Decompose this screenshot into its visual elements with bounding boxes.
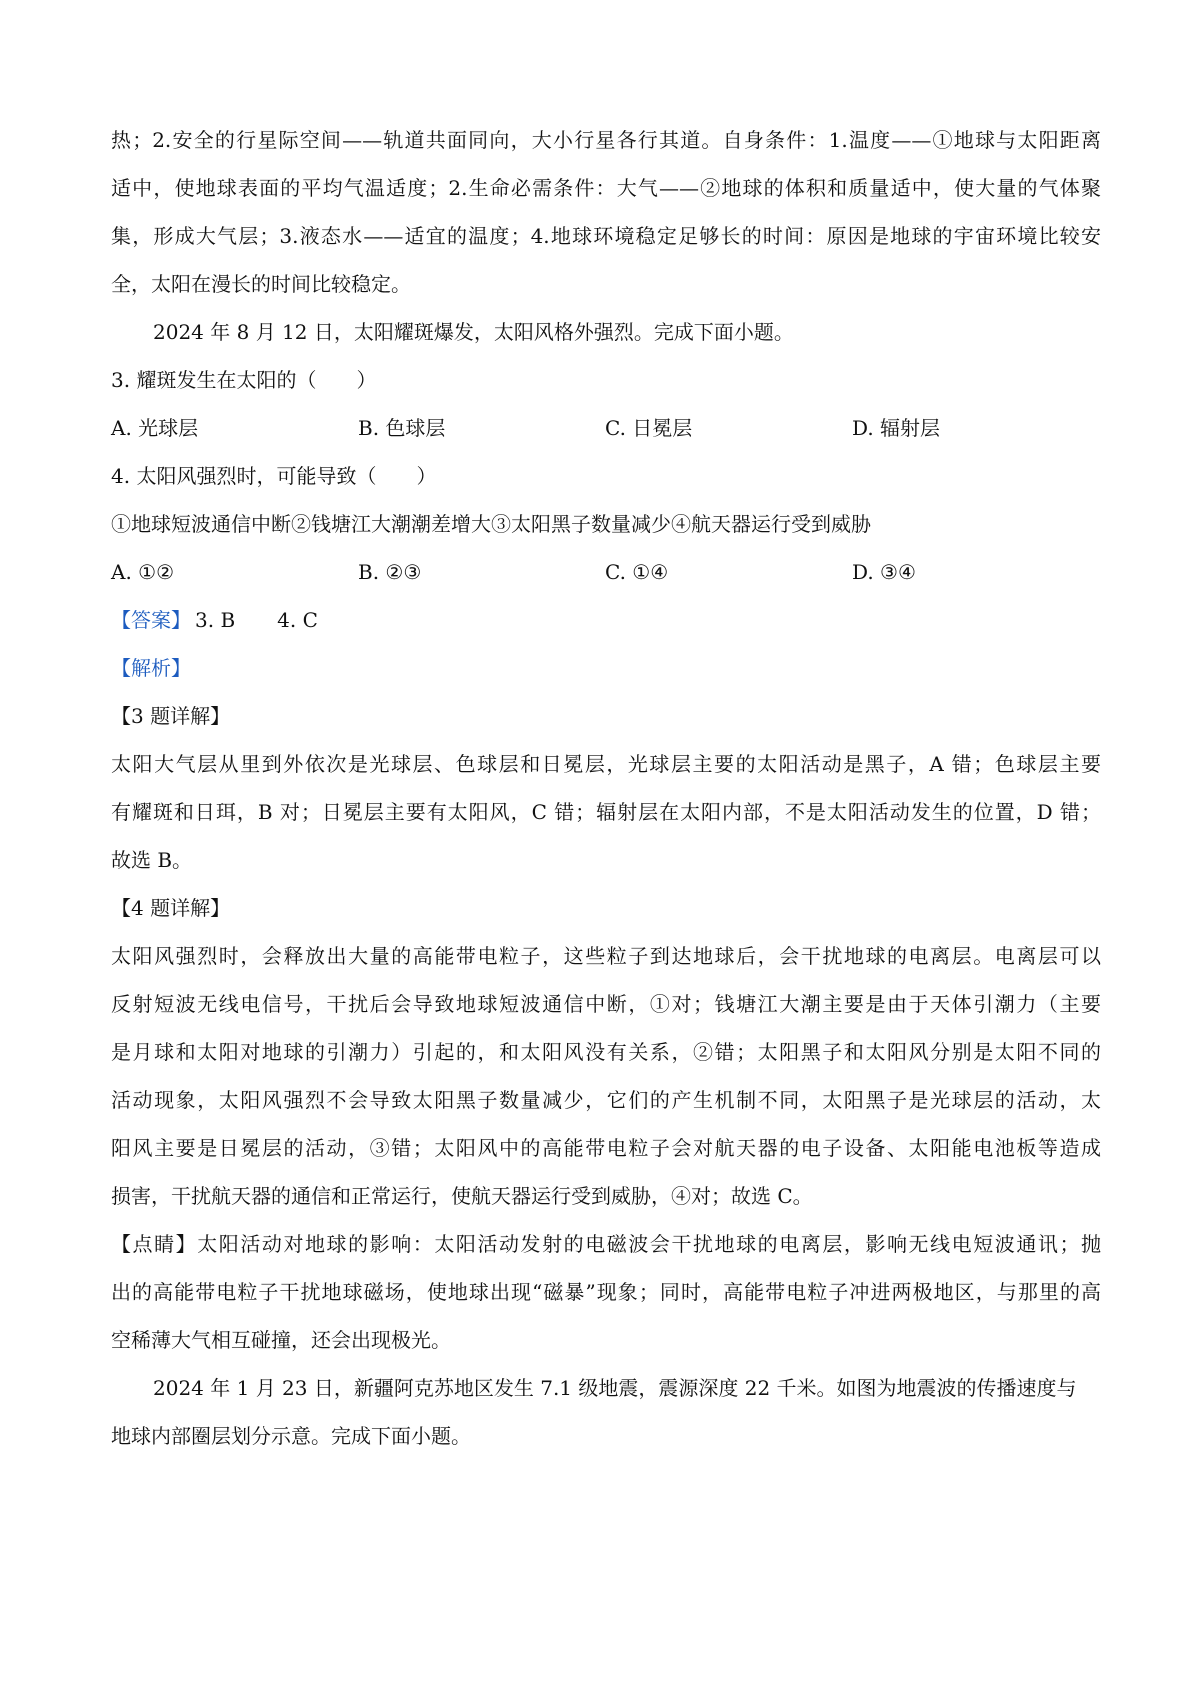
intro-line: 全，太阳在漫长的时间比较稳定。	[111, 272, 411, 296]
option-d: D. ③④	[852, 560, 916, 584]
option-c: C. ①④	[605, 560, 669, 584]
tip-line: 出的高能带电粒子干扰地球磁场，使地球出现“磁暴”现象；同时，高能带电粒子冲进两极地区，与那里的高	[111, 1280, 1101, 1304]
answer-q4: 4. C	[277, 608, 318, 632]
question-4-stem: 4. 太阳风强烈时，可能导致（ ）	[111, 464, 437, 488]
material-paragraph: 2024 年 8 月 12 日，太阳耀斑爆发，太阳风格外强烈。完成下面小题。	[153, 320, 794, 344]
question-3-options	[111, 404, 1101, 452]
detail-3-line: 太阳大气层从里到外依次是光球层、色球层和日冕层，光球层主要的太阳活动是黑子，A 错；色球层主要	[111, 752, 1101, 776]
analysis-label: 【解析】	[111, 656, 191, 680]
tip-line: 【点睛】太阳活动对地球的影响：太阳活动发射的电磁波会干扰地球的电离层，影响无线电短波通讯；抛	[111, 1232, 1101, 1256]
detail-3-line: 故选 B。	[111, 848, 193, 872]
detail-4-line: 是月球和太阳对地球的引潮力）引起的，和太阳风没有关系，②错；太阳黑子和太阳风分别是太阳不同的	[111, 1040, 1101, 1064]
detail-3-line: 有耀斑和日珥，B 对；日冕层主要有太阳风，C 错；辐射层在太阳内部，不是太阳活动发生的位置，D 错；	[111, 800, 1101, 824]
option-c: C. 日冕层	[605, 416, 693, 440]
question-4-options	[111, 548, 1101, 596]
option-a: A. 光球层	[111, 416, 199, 440]
detail-4-line: 反射短波无线电信号，干扰后会导致地球短波通信中断，①对；钱塘江大潮主要是由于天体引潮力（主要	[111, 992, 1101, 1016]
detail-4-title: 【4 题详解】	[111, 896, 231, 920]
document-page	[111, 116, 1101, 1460]
tip-line: 空稀薄大气相互碰撞，还会出现极光。	[111, 1328, 451, 1352]
material-2-line: 地球内部圈层划分示意。完成下面小题。	[111, 1424, 471, 1448]
option-b: B. ②③	[358, 560, 422, 584]
answer-q3: 3. B	[195, 608, 236, 632]
detail-4-line: 活动现象，太阳风强烈不会导致太阳黑子数量减少，它们的产生机制不同，太阳黑子是光球层的活动，太	[111, 1088, 1101, 1112]
intro-line: 热；2.安全的行星际空间——轨道共面同向，大小行星各行其道。自身条件：1.温度——①地球与太阳距离	[111, 128, 1101, 152]
detail-3-title: 【3 题详解】	[111, 704, 231, 728]
answer-line	[111, 596, 1101, 644]
option-d: D. 辐射层	[852, 416, 941, 440]
intro-line: 集，形成大气层；3.液态水——适宜的温度；4.地球环境稳定足够长的时间：原因是地球的宇宙环境比较安	[111, 224, 1101, 248]
detail-4-line: 损害，干扰航天器的通信和正常运行，使航天器运行受到威胁，④对；故选 C。	[111, 1184, 813, 1208]
detail-4-line: 阳风主要是日冕层的活动，③错；太阳风中的高能带电粒子会对航天器的电子设备、太阳能电池板等造成	[111, 1136, 1101, 1160]
question-3-stem: 3. 耀斑发生在太阳的（ ）	[111, 368, 377, 392]
question-4-items: ①地球短波通信中断②钱塘江大潮潮差增大③太阳黑子数量减少④航天器运行受到威胁	[111, 512, 871, 536]
option-b: B. 色球层	[358, 416, 446, 440]
material-2-line: 2024 年 1 月 23 日，新疆阿克苏地区发生 7.1 级地震，震源深度 22 千米。如图为地震波的传播速度与	[153, 1376, 1077, 1400]
answer-label: 【答案】	[111, 608, 191, 632]
intro-line: 适中，使地球表面的平均气温适度；2.生命必需条件：大气——②地球的体积和质量适中，使大量的气体聚	[111, 176, 1101, 200]
detail-4-line: 太阳风强烈时，会释放出大量的高能带电粒子，这些粒子到达地球后，会干扰地球的电离层。电离层可以	[111, 944, 1101, 968]
option-a: A. ①②	[111, 560, 175, 584]
